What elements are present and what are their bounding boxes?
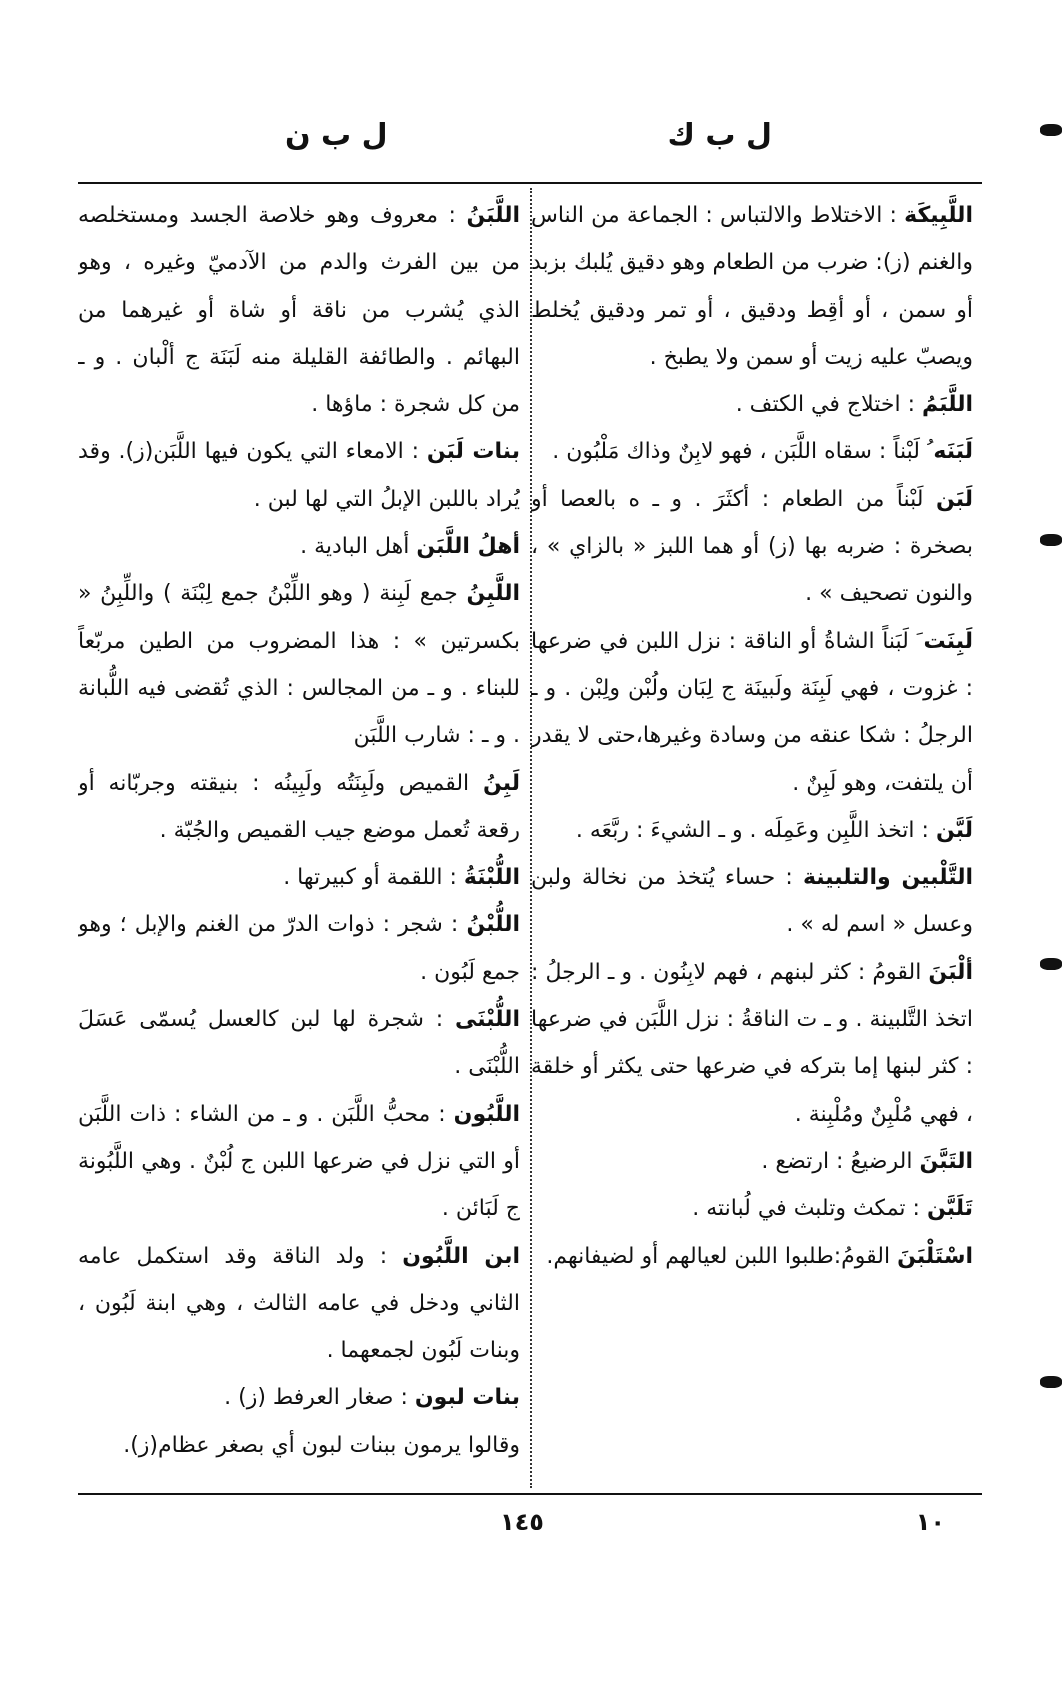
entry-definition: : اختلاج في الكتف . xyxy=(735,392,915,418)
entry-definition: : الامعاء التي يكون فيها اللَّبَن(ز). وقد يُراد باللبن الإبلُ التي لها لبن . xyxy=(78,439,520,512)
entry-definition: جمع لَبِنة ( وهو اللِّبْنُ جمع لِبْنَة ) واللِّبِنُ « بكسرتين » : هذا المضروب من الطين مربّعاً للبناء . و ـ من المجالس : الذي تُقضى فيه اللُّبانة . و ـ : شارب اللَّبَن xyxy=(78,581,520,749)
entry-definition: : الاختلاط والالتباس : الجماعة من الناس والغنم (ز): ضرب من الطعام وهو دقيق يُلبك بزبد أو سمن ، أو أقِط ودقيق ، أو تمر ودقيق يُخلط ويصبّ عليه زيت أو سمن ولا يطبخ . xyxy=(531,203,973,370)
dictionary-entry xyxy=(531,192,973,381)
margin-mark xyxy=(1040,958,1062,970)
entry-headword: لَبَنَه xyxy=(933,439,973,465)
dictionary-entry xyxy=(531,428,973,475)
dictionary-entry xyxy=(78,570,520,759)
dictionary-entry xyxy=(531,381,973,428)
entry-headword: لَبِنَت xyxy=(923,628,973,654)
dictionary-entry xyxy=(531,807,973,854)
entry-definition: : محبُّ اللَّبَن . و ـ من الشاء : ذات اللَّبَن أو التي نزل في ضرعها اللبن ج لُبْنٌ . وهي اللَّبُونة ج لَبَائن . xyxy=(78,1101,520,1222)
entry-definition: : صغار العرفط (ز) . xyxy=(224,1385,408,1411)
entry-definition: الرضيعُ : ارتضع . xyxy=(761,1148,913,1174)
entry-headword: التَّلْبين والتلبينة xyxy=(802,865,973,891)
entry-definition: : تمكث وتلبث في لُبانته . xyxy=(692,1196,920,1222)
entry-definition: القومُ : كثر لبنهم ، فهم لابِنُون . و ـ الرجلُ : اتخذ التَّلبينة . و ـ ت الناقةُ : نزل اللَّبَن في ضرعها : كثر لبنها إما بتركه في ضرعها حتى يكثر أو خلقة ، فهي مُلْبِنٌ ومُلْبِنة . xyxy=(531,959,973,1127)
right-column xyxy=(531,192,973,1482)
dictionary-entry xyxy=(78,854,520,901)
header-rule xyxy=(78,182,982,184)
dictionary-entry xyxy=(78,760,520,855)
dictionary-entry xyxy=(531,1138,973,1185)
margin-mark xyxy=(1040,1376,1062,1388)
dictionary-entry xyxy=(531,1185,973,1232)
dictionary-entry xyxy=(78,901,520,996)
entry-headword: لَبَّن xyxy=(935,817,973,843)
entry-definition: أهل البادية . xyxy=(300,534,410,560)
page-number: ١٤٥ xyxy=(500,1508,544,1536)
entry-definition: لَبْناً من الطعام : أكثَرَ . و ـ ه بالعصا أو بصخرة : ضربه بها (ز) أو هما اللبز « بالزاي » ، والنون تصحيف » . xyxy=(531,486,973,607)
footer-rule xyxy=(78,1493,982,1495)
margin-mark xyxy=(1040,534,1062,546)
dictionary-entry xyxy=(78,1422,520,1469)
left-column-header: ل ب ن xyxy=(285,118,388,153)
entry-headword: اللُّبْنَى xyxy=(454,1007,520,1033)
entry-definition: القميص ولَبِنَتُه ولَبِينُه : بنيقته وجربّانه أو رقعة تُعمل موضع جيب القميص والجُبّة . xyxy=(78,770,520,843)
entry-definition: : حساء يُتخذ من نخالة ولبن وعسل « اسم له » . xyxy=(531,865,973,938)
entry-headword: اللَّبُون xyxy=(453,1101,520,1127)
entry-headword: اللُّبْنَةُ xyxy=(463,865,520,891)
entry-headword: اللَّبَنُ xyxy=(466,203,520,228)
dictionary-entry xyxy=(78,192,520,428)
entry-headword: لَبِنُ xyxy=(482,770,520,796)
dictionary-entry xyxy=(78,428,520,523)
entry-headword: بنات لَبَن xyxy=(426,439,520,465)
entry-headword: اللُّبْنُ xyxy=(466,912,520,938)
entry-definition: : اتخذ اللَّبِن وعَمِلَه . و ـ الشيءَ : ربَّعَه . xyxy=(575,817,929,843)
entry-headword: التَبَّنَ xyxy=(919,1148,973,1174)
dictionary-entry xyxy=(531,854,973,949)
entry-headword: بنات لبون xyxy=(414,1385,520,1411)
entry-definition: القومُ:طلبوا اللبن لعيالهم أو لضيفانهم. xyxy=(546,1243,891,1269)
entry-headword: لَبَن xyxy=(935,486,973,512)
entry-definition: ُ لَبْناً : سقاه اللَّبَن ، فهو لابِنٌ وذاك مَلْبُون . xyxy=(552,439,927,465)
entry-headword: اسْتَلْبَنَ xyxy=(897,1243,973,1269)
dictionary-entry xyxy=(531,618,973,807)
dictionary-entry xyxy=(531,1233,973,1280)
entry-headword: اللَّبَمُ xyxy=(921,392,973,418)
entry-headword: اللَّبِيكَة xyxy=(904,203,973,228)
dictionary-entry xyxy=(78,1374,520,1421)
dictionary-entry xyxy=(78,1233,520,1375)
entry-headword: اللَّبِنُ xyxy=(466,581,520,607)
margin-mark xyxy=(1040,124,1062,136)
folio-number: ١٠ xyxy=(915,1508,945,1536)
entry-definition: وقالوا يرمون ببنات لبون أي بصغر عظام(ز). xyxy=(123,1432,520,1458)
entry-headword: ابن اللَّبُون xyxy=(402,1243,520,1269)
entry-definition: َ لَبَناً الشاةُ أو الناقة : نزل اللبن في ضرعها : غزوت ، فهي لَبِنَة ولَبينَة ج لِبَان ولُبْن ولِبْن . و ـ الرجلُ : شكا عنقه من وسادة وغيرها،حتى لا يقدر أن يلتفت، وهو لَبِنٌ . xyxy=(531,628,973,796)
left-column xyxy=(78,192,520,1482)
entry-headword: أهلُ اللَّبَن xyxy=(416,534,520,560)
entry-headword: تَلَبَّن xyxy=(926,1196,973,1222)
entry-headword: ألْبَنَ xyxy=(928,959,973,985)
entry-definition: : ولد الناقة وقد استكمل عامه الثاني ودخل في عامه الثالث ، وهي ابنة لَبُون ، وبنات لَبُون لجمعهما . xyxy=(78,1243,520,1364)
entry-definition: : اللقمة أو كبيرتها . xyxy=(283,865,457,891)
right-column-header: ل ب ك xyxy=(667,118,772,153)
entry-definition: : شجرة لها لبن كالعسل يُسمّى عَسَلَ اللُّبْنَى . xyxy=(78,1007,520,1080)
dictionary-entry xyxy=(78,1091,520,1233)
dictionary-entry xyxy=(78,996,520,1091)
entry-definition: : شجر : ذوات الدرّ من الغنم والإبل ؛ وهو جمع لَبُون . xyxy=(78,912,520,985)
dictionary-entry xyxy=(78,523,520,570)
dictionary-entry xyxy=(531,949,973,1138)
dictionary-entry xyxy=(531,476,973,618)
entry-definition: : معروف وهو خلاصة الجسد ومستخلصه من بين الفرث والدم من الآدميّ وغيره ، وهو الذي يُشرب من ناقة أو شاة أو غيرهما من البهائم . والطائفة القليلة منه لَبَنَة ج ألْبان . و ـ من كل شجرة : ماؤها . xyxy=(78,203,520,418)
